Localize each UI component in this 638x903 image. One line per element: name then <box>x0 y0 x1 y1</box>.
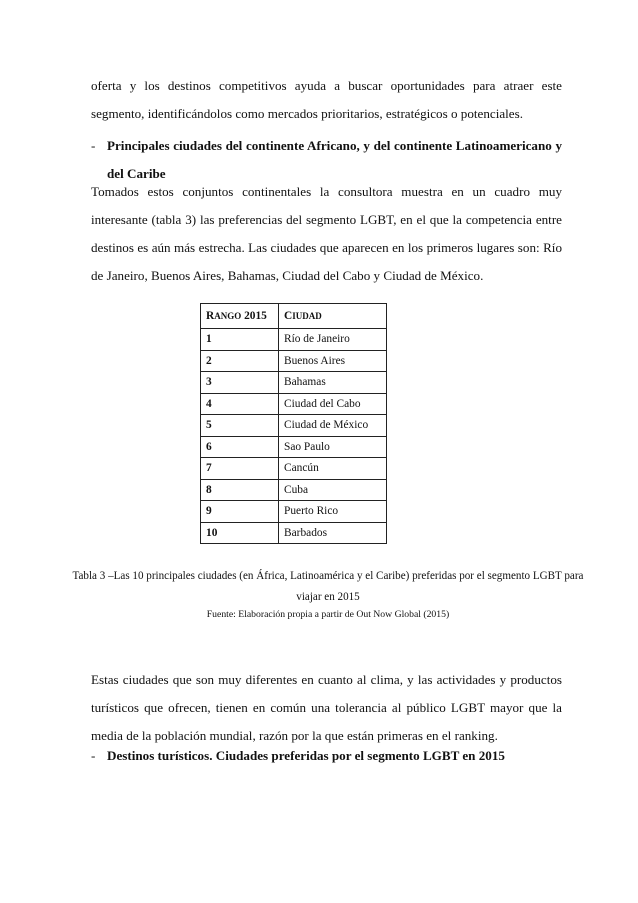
rank-cell: 8 <box>201 479 279 501</box>
header-rank: RANGO 2015 <box>201 304 279 329</box>
rank-cell: 5 <box>201 415 279 437</box>
table-row <box>201 415 387 437</box>
city-cell: Puerto Rico <box>279 501 387 523</box>
city-cell: Río de Janeiro <box>279 329 387 351</box>
intro-paragraph: oferta y los destinos competitivos ayuda a buscar oportunidades para atraer este segmento, identificándolos como mercados prioritarios, estratégicos o potenciales. <box>91 78 562 121</box>
table-row <box>201 393 387 415</box>
table-row <box>201 479 387 501</box>
table-row <box>201 372 387 394</box>
city-cell: Ciudad del Cabo <box>279 393 387 415</box>
body-paragraph: Tomados estos conjuntos continentales la consultora muestra en un cuadro muy interesante (tabla 3) las preferencias del segmento LGBT, en el que la competencia entre destinos es aún más estrecha. Las ciudades que aparecen en los primeros lugares son: Río de Janeiro, Buenos Aires, Bahamas, Ciudad del Cabo y Ciudad de México. <box>91 184 562 283</box>
rank-cell: 2 <box>201 350 279 372</box>
closing-paragraph: Estas ciudades que son muy diferentes en cuanto al clima, y las actividades y productos turísticos que ofrecen, tienen en común una tolerancia al público LGBT mayor que la media de la población mundial, razón por la que están primeras en el ranking. <box>91 672 562 743</box>
rank-cell: 10 <box>201 522 279 544</box>
table-row <box>201 522 387 544</box>
section-heading-destinations <box>91 742 562 770</box>
rank-cell: 6 <box>201 436 279 458</box>
city-cell: Barbados <box>279 522 387 544</box>
rank-cell: 1 <box>201 329 279 351</box>
city-cell: Buenos Aires <box>279 350 387 372</box>
rank-cell: 3 <box>201 372 279 394</box>
city-cell: Bahamas <box>279 372 387 394</box>
rank-cell: 9 <box>201 501 279 523</box>
city-cell: Ciudad de México <box>279 415 387 437</box>
table-row <box>201 458 387 480</box>
table-source: Fuente: Elaboración propia a partir de Out Now Global (2015) <box>206 609 450 620</box>
city-cell: Cuba <box>279 479 387 501</box>
table-row <box>201 436 387 458</box>
bullet-dash: - <box>91 138 96 153</box>
table-row <box>201 350 387 372</box>
table-row <box>201 329 387 351</box>
rank-cell: 4 <box>201 393 279 415</box>
table-row <box>201 501 387 523</box>
city-cell: Sao Paulo <box>279 436 387 458</box>
table-caption: Tabla 3 –Las 10 principales ciudades (en África, Latinoamérica y el Caribe) preferidas por el segmento LGBT para viajar en 2015 <box>72 570 584 603</box>
section-heading-text: Principales ciudades del continente Africano, y del continente Latinoamericano y del Caribe <box>107 138 562 181</box>
header-city: CIUDAD <box>279 304 387 329</box>
city-cell: Cancún <box>279 458 387 480</box>
rank-cell: 7 <box>201 458 279 480</box>
section-heading-text: Destinos turísticos. Ciudades preferidas por el segmento LGBT en 2015 <box>107 748 505 763</box>
bullet-dash: - <box>91 748 96 763</box>
ranking-table <box>200 303 387 544</box>
table-header-row <box>201 304 387 329</box>
